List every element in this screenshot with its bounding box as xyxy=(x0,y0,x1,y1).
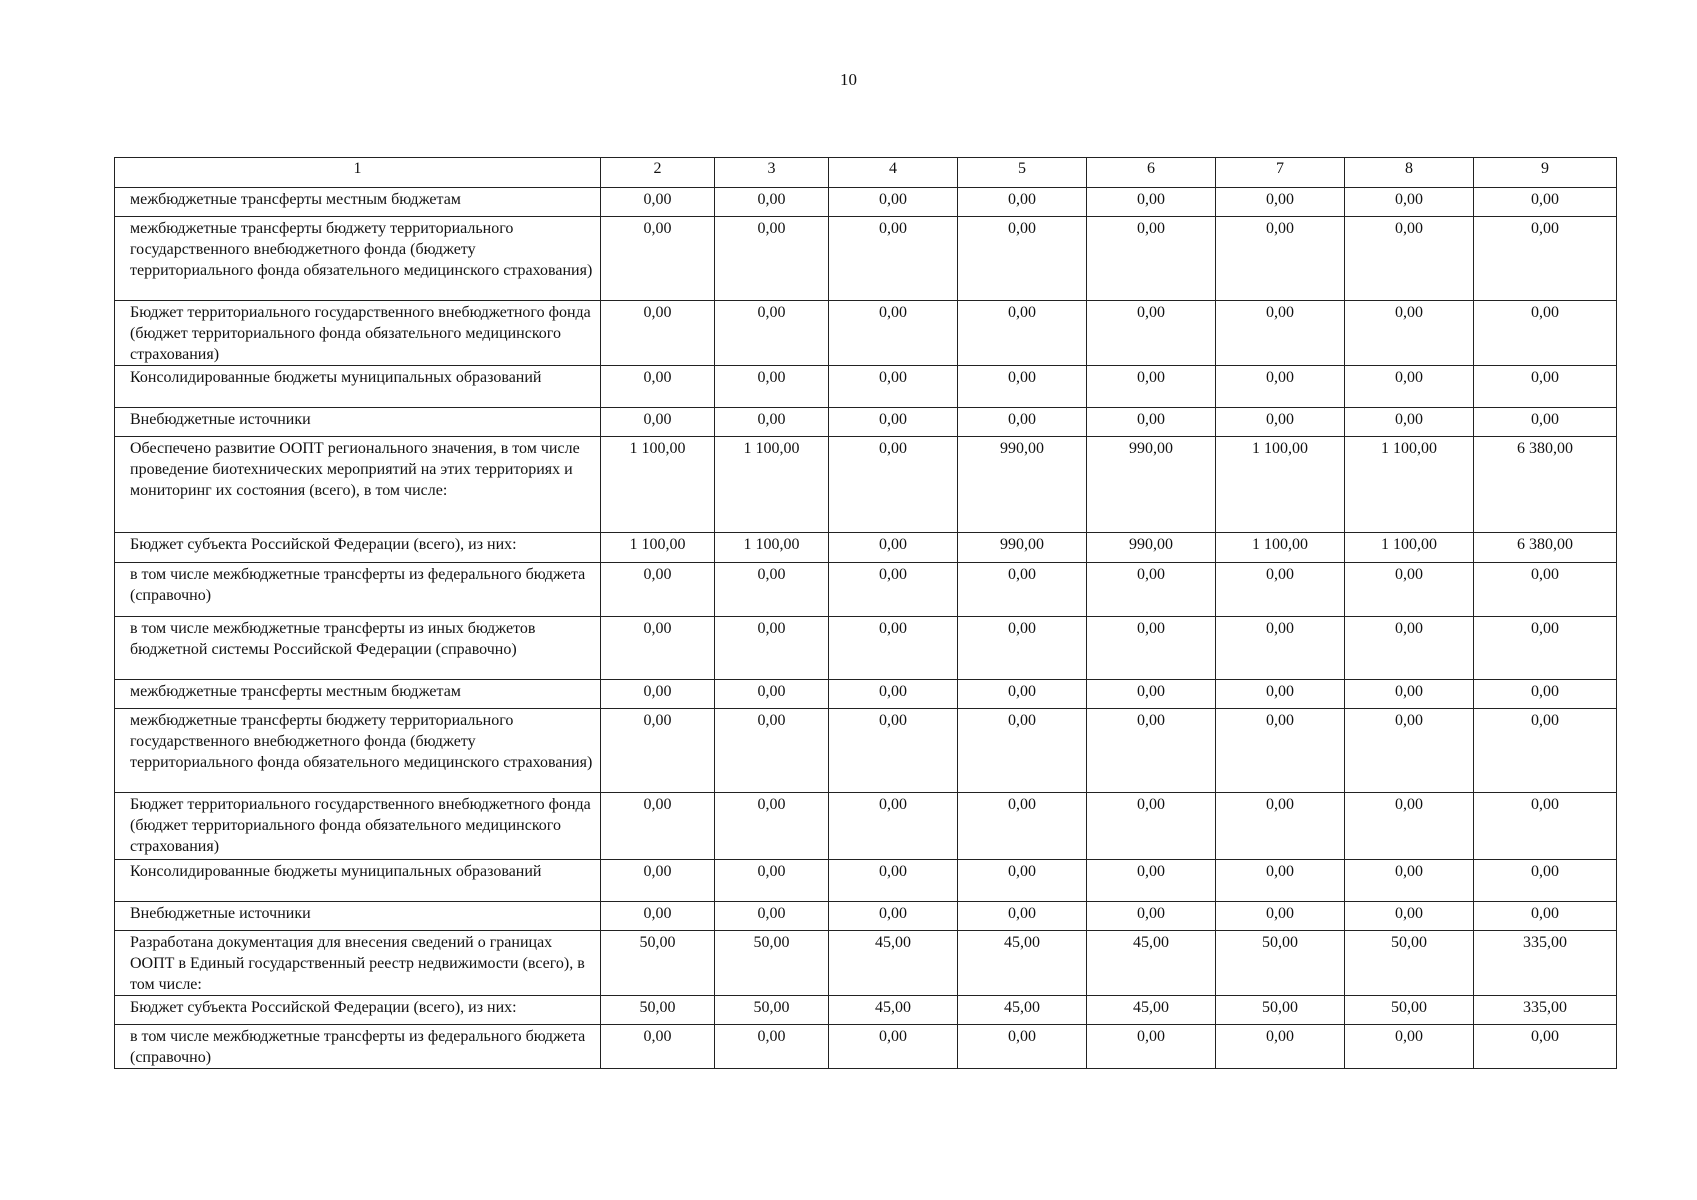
cell-value: 0,00 xyxy=(1345,617,1474,680)
table-row xyxy=(115,301,1617,366)
cell-value: 0,00 xyxy=(715,860,829,902)
cell-value: 0,00 xyxy=(958,217,1087,301)
cell-value: 1 100,00 xyxy=(1345,533,1474,563)
cell-value: 0,00 xyxy=(958,1025,1087,1069)
cell-value: 0,00 xyxy=(601,680,715,709)
cell-value: 0,00 xyxy=(1474,680,1617,709)
cell-value: 50,00 xyxy=(601,996,715,1025)
cell-value: 0,00 xyxy=(829,217,958,301)
cell-value: 0,00 xyxy=(1216,902,1345,931)
column-header: 9 xyxy=(1474,158,1617,188)
cell-value: 0,00 xyxy=(829,437,958,533)
cell-value: 1 100,00 xyxy=(715,437,829,533)
cell-value: 0,00 xyxy=(601,1025,715,1069)
row-label: Внебюджетные источники xyxy=(115,902,601,931)
cell-value: 0,00 xyxy=(829,188,958,217)
cell-value: 0,00 xyxy=(1345,860,1474,902)
cell-value: 0,00 xyxy=(1474,408,1617,437)
row-label: Бюджет субъекта Российской Федерации (всего), из них: xyxy=(115,996,601,1025)
table-row xyxy=(115,563,1617,617)
budget-table xyxy=(114,157,1617,1069)
cell-value: 0,00 xyxy=(715,188,829,217)
cell-value: 0,00 xyxy=(1087,1025,1216,1069)
cell-value: 0,00 xyxy=(1474,188,1617,217)
cell-value: 0,00 xyxy=(715,902,829,931)
cell-value: 0,00 xyxy=(829,1025,958,1069)
cell-value: 0,00 xyxy=(829,533,958,563)
table-row xyxy=(115,366,1617,408)
cell-value: 50,00 xyxy=(1216,931,1345,996)
cell-value: 50,00 xyxy=(601,931,715,996)
cell-value: 50,00 xyxy=(715,996,829,1025)
cell-value: 0,00 xyxy=(1345,1025,1474,1069)
cell-value: 0,00 xyxy=(829,563,958,617)
row-label: межбюджетные трансферты бюджету территориального государственного внебюджетного фонда (бюджету территориального фонда обязательного медицинского страхования) xyxy=(115,709,601,793)
header-row xyxy=(115,158,1617,188)
cell-value: 45,00 xyxy=(1087,996,1216,1025)
cell-value: 0,00 xyxy=(1345,563,1474,617)
cell-value: 0,00 xyxy=(829,860,958,902)
cell-value: 0,00 xyxy=(1345,188,1474,217)
cell-value: 0,00 xyxy=(601,617,715,680)
cell-value: 50,00 xyxy=(1216,996,1345,1025)
cell-value: 0,00 xyxy=(1345,217,1474,301)
row-label: Разработана документация для внесения сведений о границах ООПТ в Единый государственный реестр недвижимости (всего), в том числе: xyxy=(115,931,601,996)
cell-value: 0,00 xyxy=(958,563,1087,617)
cell-value: 0,00 xyxy=(1345,793,1474,860)
table-row xyxy=(115,680,1617,709)
cell-value: 0,00 xyxy=(601,366,715,408)
cell-value: 0,00 xyxy=(1345,366,1474,408)
cell-value: 0,00 xyxy=(715,1025,829,1069)
cell-value: 1 100,00 xyxy=(715,533,829,563)
row-label: в том числе межбюджетные трансферты из иных бюджетов бюджетной системы Российской Федерации (справочно) xyxy=(115,617,601,680)
cell-value: 335,00 xyxy=(1474,931,1617,996)
cell-value: 0,00 xyxy=(715,793,829,860)
cell-value: 0,00 xyxy=(829,793,958,860)
cell-value: 0,00 xyxy=(715,366,829,408)
cell-value: 990,00 xyxy=(958,533,1087,563)
column-header: 7 xyxy=(1216,158,1345,188)
cell-value: 990,00 xyxy=(1087,533,1216,563)
cell-value: 0,00 xyxy=(1216,793,1345,860)
table-row xyxy=(115,1025,1617,1069)
cell-value: 0,00 xyxy=(1474,860,1617,902)
cell-value: 0,00 xyxy=(829,680,958,709)
cell-value: 0,00 xyxy=(1345,709,1474,793)
column-header: 6 xyxy=(1087,158,1216,188)
cell-value: 0,00 xyxy=(1216,188,1345,217)
table-row xyxy=(115,188,1617,217)
table-row xyxy=(115,617,1617,680)
cell-value: 0,00 xyxy=(1087,709,1216,793)
cell-value: 1 100,00 xyxy=(601,437,715,533)
row-label: межбюджетные трансферты бюджету территориального государственного внебюджетного фонда (бюджету территориального фонда обязательного медицинского страхования) xyxy=(115,217,601,301)
cell-value: 50,00 xyxy=(1345,931,1474,996)
cell-value: 0,00 xyxy=(601,563,715,617)
cell-value: 0,00 xyxy=(1087,680,1216,709)
cell-value: 0,00 xyxy=(1087,217,1216,301)
cell-value: 1 100,00 xyxy=(601,533,715,563)
row-label: Внебюджетные источники xyxy=(115,408,601,437)
cell-value: 0,00 xyxy=(958,366,1087,408)
cell-value: 0,00 xyxy=(958,793,1087,860)
cell-value: 0,00 xyxy=(1087,188,1216,217)
cell-value: 0,00 xyxy=(1345,301,1474,366)
column-header: 4 xyxy=(829,158,958,188)
table-row xyxy=(115,931,1617,996)
table-row xyxy=(115,902,1617,931)
table-row xyxy=(115,217,1617,301)
cell-value: 6 380,00 xyxy=(1474,533,1617,563)
cell-value: 0,00 xyxy=(958,408,1087,437)
cell-value: 990,00 xyxy=(1087,437,1216,533)
cell-value: 0,00 xyxy=(601,902,715,931)
cell-value: 0,00 xyxy=(1087,301,1216,366)
cell-value: 0,00 xyxy=(1087,617,1216,680)
column-header: 3 xyxy=(715,158,829,188)
cell-value: 0,00 xyxy=(1345,680,1474,709)
cell-value: 0,00 xyxy=(715,617,829,680)
cell-value: 0,00 xyxy=(1087,563,1216,617)
cell-value: 0,00 xyxy=(829,617,958,680)
cell-value: 0,00 xyxy=(829,709,958,793)
cell-value: 0,00 xyxy=(1216,860,1345,902)
cell-value: 0,00 xyxy=(1474,709,1617,793)
cell-value: 0,00 xyxy=(958,860,1087,902)
cell-value: 0,00 xyxy=(1474,217,1617,301)
row-label: в том числе межбюджетные трансферты из федерального бюджета (справочно) xyxy=(115,1025,601,1069)
table-row xyxy=(115,408,1617,437)
cell-value: 0,00 xyxy=(601,217,715,301)
cell-value: 45,00 xyxy=(829,931,958,996)
table-row xyxy=(115,860,1617,902)
cell-value: 0,00 xyxy=(1087,408,1216,437)
cell-value: 0,00 xyxy=(1474,301,1617,366)
cell-value: 50,00 xyxy=(1345,996,1474,1025)
cell-value: 0,00 xyxy=(601,793,715,860)
table-row xyxy=(115,793,1617,860)
table-row xyxy=(115,437,1617,533)
cell-value: 0,00 xyxy=(1474,793,1617,860)
cell-value: 0,00 xyxy=(1087,902,1216,931)
row-label: Обеспечено развитие ООПТ регионального значения, в том числе проведение биотехнических мероприятий на этих территориях и мониторинг их состояния (всего), в том числе: xyxy=(115,437,601,533)
cell-value: 0,00 xyxy=(958,617,1087,680)
cell-value: 0,00 xyxy=(1216,709,1345,793)
cell-value: 0,00 xyxy=(1216,680,1345,709)
cell-value: 0,00 xyxy=(601,860,715,902)
cell-value: 6 380,00 xyxy=(1474,437,1617,533)
cell-value: 0,00 xyxy=(601,408,715,437)
cell-value: 990,00 xyxy=(958,437,1087,533)
cell-value: 0,00 xyxy=(829,301,958,366)
cell-value: 0,00 xyxy=(1216,366,1345,408)
cell-value: 1 100,00 xyxy=(1345,437,1474,533)
cell-value: 0,00 xyxy=(1345,408,1474,437)
table-row xyxy=(115,533,1617,563)
cell-value: 0,00 xyxy=(829,408,958,437)
cell-value: 0,00 xyxy=(715,709,829,793)
cell-value: 0,00 xyxy=(829,902,958,931)
cell-value: 0,00 xyxy=(1216,617,1345,680)
cell-value: 0,00 xyxy=(601,709,715,793)
cell-value: 0,00 xyxy=(958,902,1087,931)
cell-value: 0,00 xyxy=(1474,366,1617,408)
cell-value: 0,00 xyxy=(601,188,715,217)
cell-value: 1 100,00 xyxy=(1216,437,1345,533)
cell-value: 0,00 xyxy=(958,680,1087,709)
table-row xyxy=(115,709,1617,793)
column-header: 2 xyxy=(601,158,715,188)
cell-value: 0,00 xyxy=(958,188,1087,217)
cell-value: 0,00 xyxy=(958,709,1087,793)
row-label: межбюджетные трансферты местным бюджетам xyxy=(115,188,601,217)
cell-value: 0,00 xyxy=(715,563,829,617)
cell-value: 0,00 xyxy=(1216,563,1345,617)
cell-value: 0,00 xyxy=(601,301,715,366)
cell-value: 0,00 xyxy=(715,217,829,301)
row-label: Бюджет субъекта Российской Федерации (всего), из них: xyxy=(115,533,601,563)
row-label: Бюджет территориального государственного внебюджетного фонда (бюджет территориального фонда обязательного медицинского страхования) xyxy=(115,301,601,366)
row-label: Консолидированные бюджеты муниципальных образований xyxy=(115,366,601,408)
cell-value: 0,00 xyxy=(1474,1025,1617,1069)
cell-value: 50,00 xyxy=(715,931,829,996)
cell-value: 0,00 xyxy=(1345,902,1474,931)
cell-value: 45,00 xyxy=(829,996,958,1025)
cell-value: 0,00 xyxy=(1474,563,1617,617)
cell-value: 0,00 xyxy=(1216,217,1345,301)
cell-value: 0,00 xyxy=(1087,793,1216,860)
cell-value: 0,00 xyxy=(1087,860,1216,902)
column-header: 1 xyxy=(115,158,601,188)
row-label: Консолидированные бюджеты муниципальных образований xyxy=(115,860,601,902)
cell-value: 0,00 xyxy=(715,408,829,437)
cell-value: 0,00 xyxy=(1474,902,1617,931)
row-label: межбюджетные трансферты местным бюджетам xyxy=(115,680,601,709)
cell-value: 0,00 xyxy=(715,301,829,366)
cell-value: 1 100,00 xyxy=(1216,533,1345,563)
cell-value: 0,00 xyxy=(958,301,1087,366)
row-label: в том числе межбюджетные трансферты из федерального бюджета (справочно) xyxy=(115,563,601,617)
cell-value: 0,00 xyxy=(1216,1025,1345,1069)
cell-value: 0,00 xyxy=(1474,617,1617,680)
column-header: 5 xyxy=(958,158,1087,188)
cell-value: 0,00 xyxy=(1216,301,1345,366)
cell-value: 45,00 xyxy=(1087,931,1216,996)
cell-value: 0,00 xyxy=(715,680,829,709)
cell-value: 335,00 xyxy=(1474,996,1617,1025)
page-number: 10 xyxy=(840,70,857,89)
column-header: 8 xyxy=(1345,158,1474,188)
table-row xyxy=(115,996,1617,1025)
row-label: Бюджет территориального государственного внебюджетного фонда (бюджет территориального фонда обязательного медицинского страхования) xyxy=(115,793,601,860)
cell-value: 45,00 xyxy=(958,931,1087,996)
cell-value: 0,00 xyxy=(1087,366,1216,408)
cell-value: 0,00 xyxy=(829,366,958,408)
cell-value: 45,00 xyxy=(958,996,1087,1025)
cell-value: 0,00 xyxy=(1216,408,1345,437)
